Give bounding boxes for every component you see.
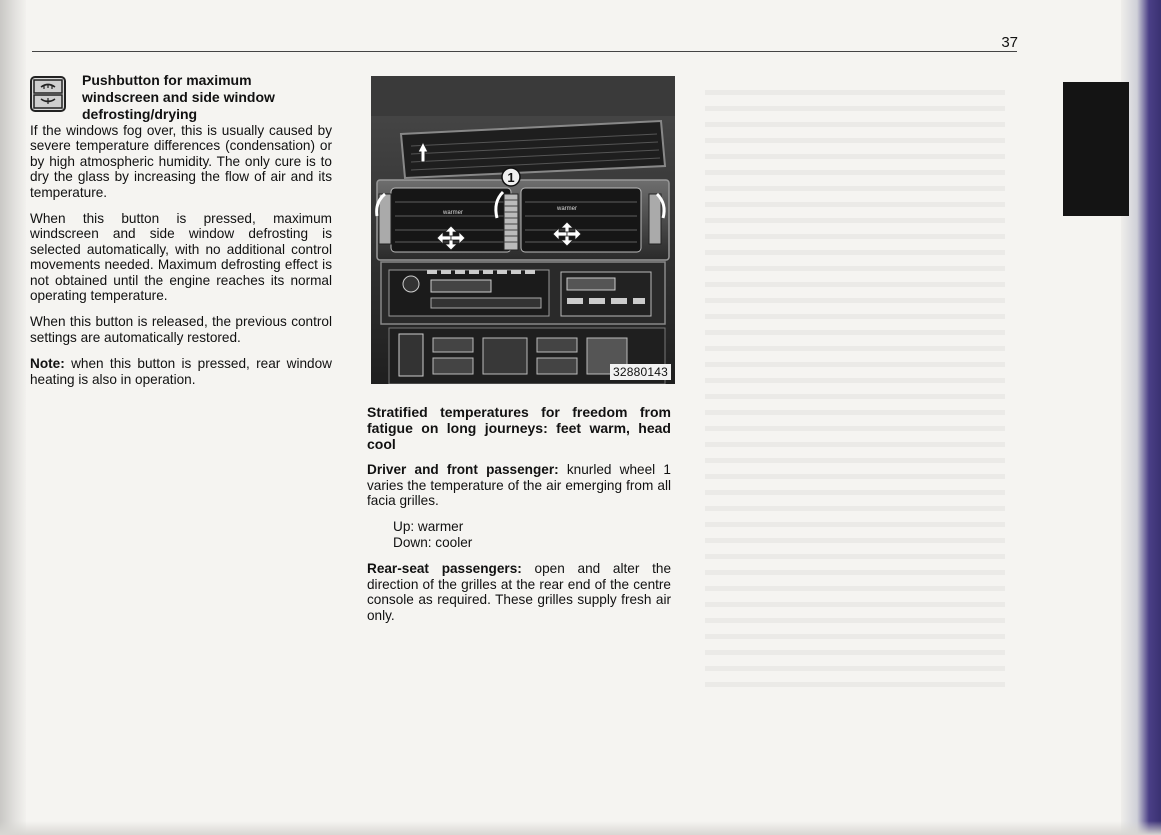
left-column [30, 72, 332, 398]
driver-label: Driver and front passenger: [367, 462, 559, 477]
rear-label: Rear-seat passengers: [367, 560, 522, 576]
note-paragraph [30, 356, 332, 387]
defrost-button-icon [30, 76, 66, 112]
note-label: Note: [30, 356, 65, 372]
driver-paragraph [367, 462, 671, 509]
down-line: Down: cooler [393, 535, 473, 551]
grille-label-right: warmer [557, 206, 578, 212]
bottom-shadow [0, 821, 1161, 835]
section-heading: Pushbutton for maximum windscreen and side window defrosting/drying [82, 72, 275, 122]
page-edge-left [0, 0, 26, 835]
driver-text: knurled wheel 1 varies the temperature of the air emerging from all facia grilles. [367, 462, 671, 509]
thumb-index-tab [1063, 82, 1129, 216]
figure-reference-number: 32880143 [610, 364, 671, 380]
show-through-text [705, 90, 1005, 698]
dashboard-vent-photo [371, 76, 675, 384]
vent-illustration [371, 76, 675, 384]
rear-paragraph [367, 561, 671, 623]
header-rule [32, 51, 1017, 52]
rear-text: open and alter the direction of the grilles at the rear end of the centre console as required. These grilles supply fresh air only. [367, 560, 672, 623]
callout-number: 1 [507, 170, 515, 185]
page-number: 37 [1001, 34, 1018, 51]
grille-label-left: warmer [443, 210, 464, 216]
paragraph-1: If the windows fog over, this is usually caused by severe temperature differences (condensation) or by high atmospheric humidity. The only cure is to dry the glass by increasing the flow of air and its temperature. [30, 123, 332, 200]
note-text: when this button is pressed, rear window heating is also in operation. [30, 356, 332, 387]
paragraph-3: When this button is released, the previous control settings are automatically restored. [30, 314, 332, 345]
up-line: Up: warmer [393, 518, 464, 534]
figure-caption: Stratified temperatures for freedom from fatigue on long journeys: feet warm, head cool [367, 404, 671, 452]
paragraph-2: When this button is pressed, maximum windscreen and side window defrosting is selected automatically, with no additional control movements needed. Maximum defrosting effect is not obtained until the engine reaches its normal operating temperature. [30, 211, 332, 304]
right-column [367, 404, 671, 633]
